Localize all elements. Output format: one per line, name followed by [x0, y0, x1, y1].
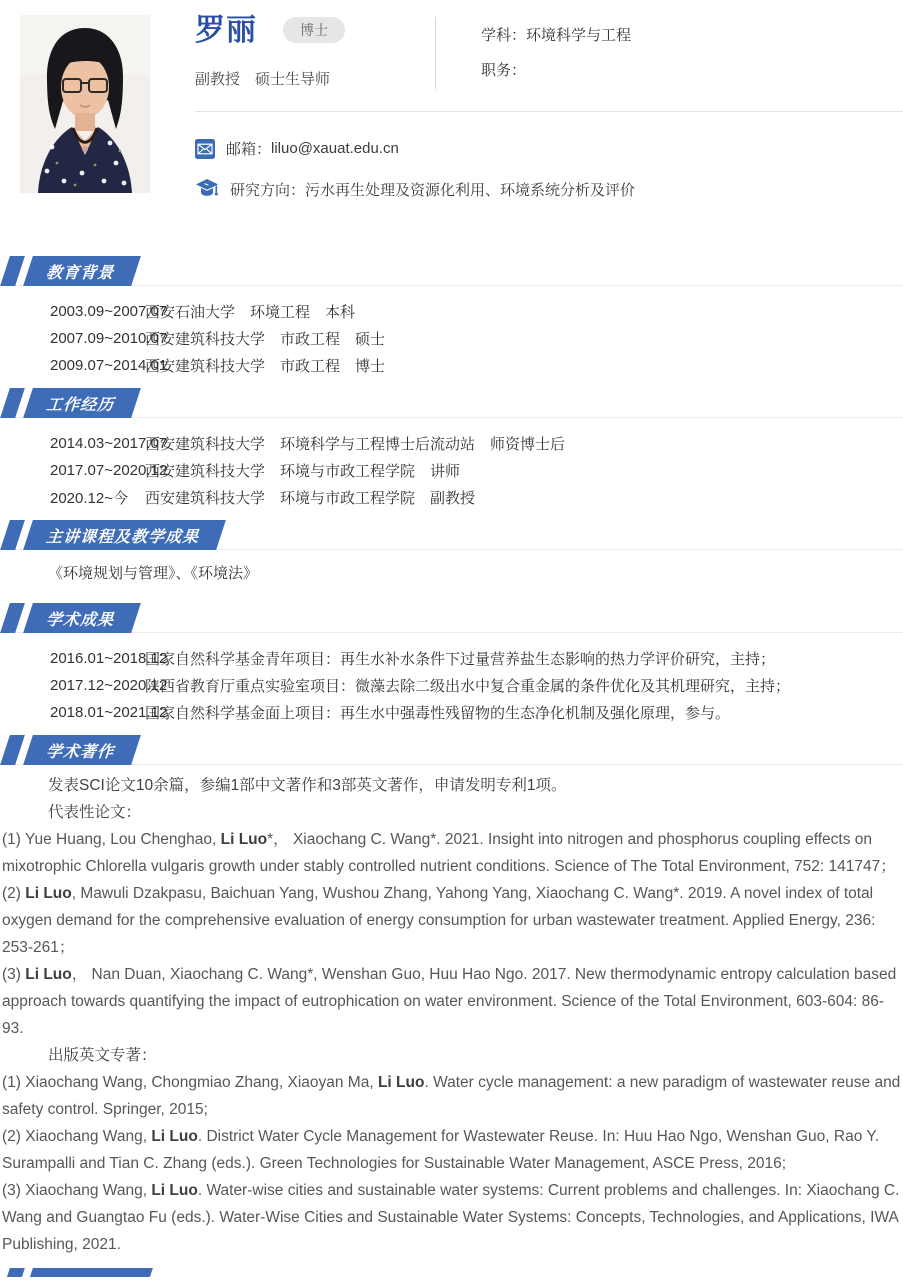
row-detail: 西安建筑科技大学 市政工程 硕士 [145, 331, 386, 348]
section-header-achievements [0, 603, 903, 633]
row-period: 2020.12~今 [50, 490, 128, 507]
banner-notch [0, 256, 25, 286]
research-direction-row [195, 178, 903, 201]
publication-paragraph: 代表性论文： [48, 804, 142, 821]
name-row [195, 15, 435, 47]
duty-label: 职务： [481, 62, 527, 79]
discipline-row [481, 24, 631, 45]
section-publications [0, 735, 903, 1258]
banner-notch [0, 388, 25, 418]
section-title-courses: 主讲课程及教学成果 [23, 520, 226, 550]
discipline-block [436, 15, 631, 89]
section-title-achievements: 学术成果 [23, 603, 141, 633]
publication-paragraph: (1) Xiaochang Wang, Chongmiao Zhang, Xiaoyan Ma, Li Luo. Water cycle management: a new paradigm of wastewater reuse and safety control. Springer, 2015; [2, 1074, 901, 1118]
section-header-work [0, 388, 903, 418]
section-header-courses [0, 520, 903, 550]
section-header-partial [0, 1268, 903, 1277]
banner-notch [0, 1268, 25, 1277]
next-section-banner-clipped [0, 1268, 903, 1277]
row-period: 2017.12~2020.12 [50, 677, 168, 694]
row-detail: 西安建筑科技大学 环境与市政工程学院 副教授 [145, 490, 476, 507]
discipline-label: 学科： [481, 27, 527, 44]
table-row [0, 699, 903, 726]
table-row [0, 484, 903, 511]
publication-paragraph: 出版英文专著： [48, 1047, 157, 1064]
work-rows [0, 418, 903, 520]
job-titles: 副教授 硕士生导师 [195, 71, 331, 88]
row-detail: 陕西省教育厅重点实验室项目：微藻去除二级出水中复合重金属的条件优化及其机理研究，主持； [145, 678, 791, 695]
section-title-publications: 学术著作 [23, 735, 141, 765]
row-detail: 西安建筑科技大学 环境科学与工程博士后流动站 师资博士后 [145, 436, 566, 453]
discipline-value: 环境科学与工程 [526, 27, 632, 44]
section-header-education [0, 256, 903, 286]
table-row [0, 352, 903, 379]
publications-content [0, 765, 903, 1258]
envelope-icon [195, 139, 215, 159]
row-period: 2007.09~2010.07 [50, 330, 168, 347]
publication-paragraph: (1) Yue Huang, Lou Chenghao, Li Luo*， Xiaochang C. Wang*. 2021. Insight into nitrogen and phosphorus coupling effects on mixotrophic Chlorella vulgaris growth under stably controlled nutrient conditions. Science of The Total Environment, 752: 141747； [2, 831, 896, 875]
profile-header-main [195, 15, 903, 220]
publication-paragraph: (3) Li Luo， Nan Duan, Xiaochang C. Wang*, Wenshan Guo, Huu Hao Ngo. 2017. New thermodynamic entropy calculation based approach towards quantifying the impact of eutrophication on water environment. Science of the Total Environment, 603-604: 86-93. [2, 966, 897, 1037]
banner-notch [0, 520, 25, 550]
contact-block [195, 112, 903, 201]
degree-badge: 博士 [283, 17, 345, 43]
banner-notch [0, 603, 25, 633]
research-direction-label: 研究方向： [230, 182, 306, 199]
section-header-publications [0, 735, 903, 765]
table-row [0, 298, 903, 325]
section-title-education: 教育背景 [23, 256, 141, 286]
profile-header [0, 0, 903, 220]
row-detail: 国家自然科学基金青年项目：再生水补水条件下过量营养盐生态影响的热力学评价研究，主持； [145, 651, 776, 668]
achievement-rows [0, 633, 903, 735]
email-row [195, 138, 903, 159]
section-education [0, 256, 903, 388]
table-row [0, 645, 903, 672]
publication-paragraph: (2) Xiaochang Wang, Li Luo. District Water Cycle Management for Wastewater Reuse. In: Huu Hao Ngo, Wenshan Guo, Rao Y. Surampalli and Tian C. Zhang (eds.). Green Technologies for Sustainable Water Management, ASCE Press, 2016; [2, 1128, 879, 1172]
publication-paragraph: (3) Xiaochang Wang, Li Luo. Water-wise cities and sustainable water systems: Current problems and challenges. In: Xiaochang C. Wang and Guangtao Fu (eds.). Water-Wise Cities and Sustainable Water Systems: Concepts, Technologies, and Applications, IWA Publishing, 2021. [2, 1182, 900, 1253]
section-work [0, 388, 903, 520]
person-name: 罗丽 [195, 14, 257, 47]
section-title-work: 工作经历 [23, 388, 141, 418]
course-list: 《环境规划与管理》、《环境法》 [48, 565, 259, 582]
row-period: 2003.09~2007.07 [50, 303, 168, 320]
profile-header-top [195, 15, 903, 112]
portrait-placeholder-image [20, 15, 150, 193]
row-detail: 西安石油大学 环境工程 本科 [145, 304, 356, 321]
row-detail: 西安建筑科技大学 市政工程 博士 [145, 358, 386, 375]
publication-paragraph: (2) Li Luo, Mawuli Dzakpasu, Baichuan Yang, Wushou Zhang, Yahong Yang, Xiaochang C. Wang*. 2019. A novel index of total oxygen demand for the comprehensive evaluation of energy consumption for urban wastewater treatment. Applied Energy, 236: 253-261； [2, 885, 876, 956]
row-period: 2018.01~2021.12 [50, 704, 168, 721]
section-courses [0, 520, 903, 603]
table-row [0, 672, 903, 699]
research-direction-value: 污水再生处理及资源化利用、环境系统分析及评价 [305, 182, 636, 199]
email-value: liluo@xauat.edu.cn [271, 140, 399, 157]
email-label: 邮箱： [226, 141, 272, 158]
row-detail: 西安建筑科技大学 环境与市政工程学院 讲师 [145, 463, 461, 480]
duty-row [481, 59, 631, 80]
row-period: 2016.01~2018.12 [50, 650, 168, 667]
education-rows [0, 286, 903, 388]
name-block [195, 15, 435, 89]
publication-paragraph: 发表SCI论文10余篇，参编1部中文著作和3部英文著作，申请发明专利1项。 [48, 777, 567, 794]
row-period: 2014.03~2017.07 [50, 435, 168, 452]
table-row [0, 430, 903, 457]
row-period: 2017.07~2020.12 [50, 462, 168, 479]
section-achievements [0, 603, 903, 735]
courses-content [0, 550, 903, 603]
table-row [0, 457, 903, 484]
table-row [0, 325, 903, 352]
graduation-cap-icon [195, 178, 219, 201]
section-title-partial [23, 1268, 153, 1277]
profile-photo [20, 15, 150, 193]
row-detail: 国家自然科学基金面上项目：再生水中强毒性残留物的生态净化机制及强化原理，参与。 [145, 705, 731, 722]
row-period: 2009.07~2014.01 [50, 357, 168, 374]
banner-notch [0, 735, 25, 765]
